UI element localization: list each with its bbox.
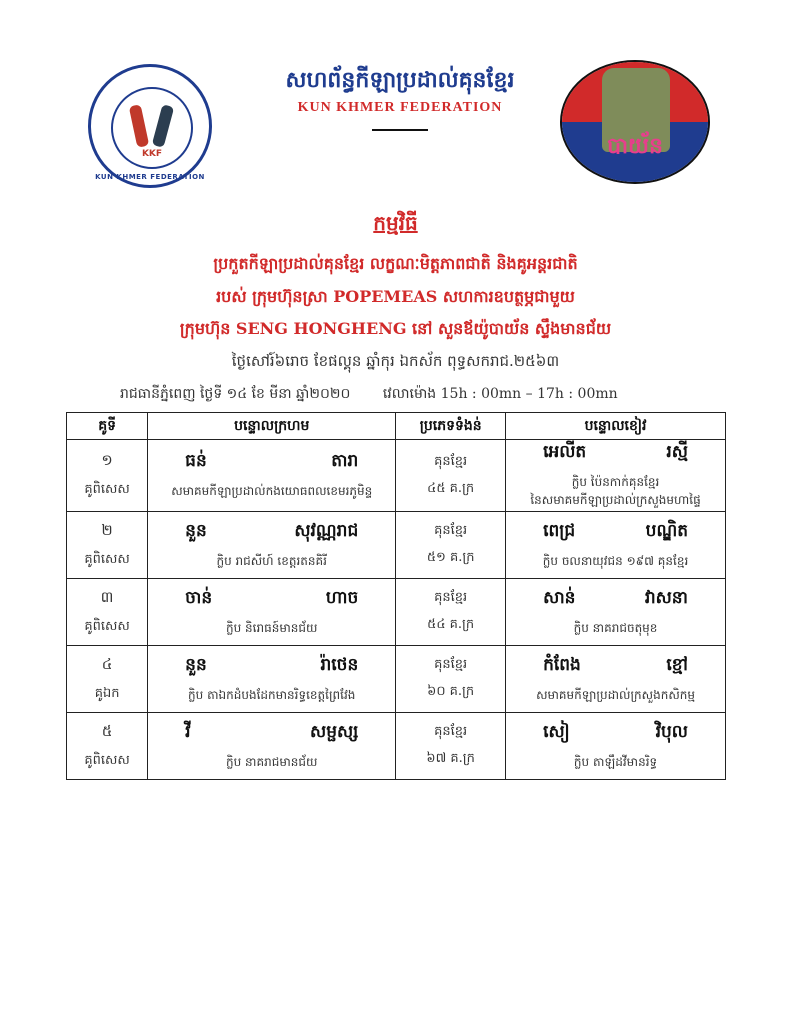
weight: ៦០ គ.ក្រ: [427, 684, 475, 699]
blue-cell: [506, 512, 726, 579]
table-row: [67, 713, 726, 780]
blue-first-name: កំពែង: [543, 654, 581, 675]
program-line-2: របស់ ក្រុមហ៊ុនស្រា POPEMEAS សហការឧបត្ថម្ភជាមួយ: [216, 287, 575, 306]
blue-club: ក្លិប ប៉ៃនកាក់គុនខ្មែរ: [571, 475, 660, 489]
bout-category: គូពិសេស: [84, 752, 130, 768]
bout-number: ១: [101, 451, 113, 469]
bout-category: គូពិសេស: [84, 482, 130, 497]
style: គុនខ្មែរ: [434, 590, 468, 605]
weight: ៦៧ គ.ក្រ: [426, 751, 475, 766]
style: គុនខ្មែរ: [434, 724, 468, 739]
red-cell: [148, 713, 396, 780]
style: គុនខ្មែរ: [434, 657, 468, 672]
blue-club: ក្លិប ចលនាយុវជន ១៩៧ គុនខ្មែរ: [542, 553, 689, 568]
blue-first-name: សាន់: [543, 587, 576, 608]
blue-first-name: ពេជ្រ: [543, 520, 576, 541]
fighter-red-icon: [129, 104, 149, 148]
blue-cell: [506, 579, 726, 646]
kkf-logo-ring-text: KUN KHMER FEDERATION: [95, 173, 205, 181]
style: គុនខ្មែរ: [434, 453, 468, 469]
federation-title-kh: សហព័ន្ធកីឡាប្រដាល់គុនខ្មែរ: [285, 67, 515, 93]
red-first-name: នួន: [185, 520, 207, 541]
red-club: ក្លិប រាជសីហ៍ ខេត្តរតនគិរី: [216, 553, 327, 568]
blue-last-name: វិបុល: [655, 721, 688, 742]
header-red-corner: បន្ទោលក្រហម: [148, 413, 396, 440]
bout-category: គូឯក: [94, 685, 120, 701]
table-row: [67, 579, 726, 646]
header-blue-corner: បន្ទោលខៀវ: [506, 413, 726, 440]
bout-cell: [67, 512, 148, 579]
bout-cell: [67, 440, 148, 512]
red-club: ក្លិប តាឯកដំបងដែកមានរិទ្ធខេត្តព្រៃវែង: [188, 687, 356, 702]
red-first-name: នួន: [185, 654, 207, 675]
red-first-name: វី: [185, 721, 191, 742]
blue-fighter-name: [507, 587, 724, 612]
red-fighter-name: [149, 450, 394, 475]
weight: ៥៤ គ.ក្រ: [427, 617, 475, 632]
bout-cell: [67, 579, 148, 646]
blue-fighter-name: [507, 654, 724, 679]
weight-cell: [396, 713, 506, 780]
blue-club: ក្លិប នាគរាជចតុមុខ: [573, 620, 658, 635]
weight: ៤៥ គ.ក្រ: [427, 480, 475, 496]
bout-cell: [67, 646, 148, 713]
red-fighter-name: [149, 587, 394, 612]
kkf-logo-inner-ring: [111, 87, 193, 169]
bout-number: ៣: [100, 587, 114, 606]
bout-table: [66, 412, 726, 780]
red-last-name: សុវណ្ណរាជ: [294, 520, 359, 541]
blue-fighter-name: [507, 441, 724, 466]
table-row: [67, 512, 726, 579]
blue-cell: [506, 440, 726, 512]
bout-number: ៥: [101, 721, 113, 740]
red-fighter-name: [149, 721, 394, 746]
blue-cell: [506, 713, 726, 780]
table-header-row: [67, 413, 726, 440]
red-cell: [148, 646, 396, 713]
weight-cell: [396, 440, 506, 512]
program-line-3: ក្រុមហ៊ុន SENG HONGHENG នៅ សួនឪយ៉ូបាយ័ន ស្ទឹងមានជ័យ: [179, 319, 612, 338]
header-divider: [372, 129, 428, 131]
weight: ៥១ គ.ក្រ: [426, 550, 475, 565]
blue-last-name: រស្មី: [666, 442, 688, 462]
time-range: វេលាម៉ោង 15h : 00mn – 17h : 00mn: [382, 386, 618, 402]
bayon-logo-text: បាយ័ន: [607, 134, 663, 159]
blue-first-name: សៀ: [543, 721, 570, 742]
federation-title-en: KUN KHMER FEDERATION: [297, 100, 503, 115]
red-last-name: សម្ផស្ស: [310, 721, 359, 742]
blue-club: ក្លិប តាឡឹដវីមានរិទ្ធ: [573, 754, 658, 769]
red-club: ក្លិប នាគរាជមានជ័យ: [226, 754, 318, 769]
date-lunar: ថ្ងៃសៅរ៍៦រោច ខែផល្គុន ឆ្នាំកុរ ឯកស័ក ពុទ្ធសករាជ.២៥៦៣: [231, 352, 560, 370]
bout-number: ២: [101, 520, 113, 539]
blue-club: សមាគមកីឡាប្រដាល់ក្រសួងកសិកម្ម: [536, 687, 695, 702]
red-last-name: តារា: [331, 451, 359, 471]
fighter-dark-icon: [152, 104, 174, 148]
date-solar-line: [120, 384, 740, 405]
red-last-name: ហាច: [325, 587, 359, 608]
weight-cell: [396, 646, 506, 713]
bout-category: គូពិសេស: [84, 618, 130, 634]
red-first-name: ធន់: [185, 451, 207, 471]
red-cell: [148, 512, 396, 579]
bout-category: គូពិសេស: [84, 551, 130, 567]
red-first-name: ចាន់: [185, 587, 213, 608]
bout-cell: [67, 713, 148, 780]
blue-fighter-name: [507, 721, 724, 746]
style: គុនខ្មែរ: [434, 523, 468, 538]
red-last-name: រ៉ាថេន: [320, 654, 359, 675]
program-title: កម្មវិធី: [373, 211, 418, 235]
red-cell: [148, 579, 396, 646]
blue-last-name: វាសនា: [644, 587, 688, 608]
blue-last-name: ខ្មៅ: [666, 654, 688, 675]
header-bout-number: គូទី: [67, 413, 148, 440]
blue-first-name: អេលីត: [543, 442, 587, 462]
weight-cell: [396, 512, 506, 579]
kkf-logo-text: KKF: [141, 149, 163, 159]
program-line-1: ប្រកួតកីឡាប្រដាល់គុនខ្មែរ លក្ខណៈមិត្តភាពជាតិ និងគូអន្តរជាតិ: [213, 254, 578, 273]
red-club: សមាគមកីឡាប្រដាល់កងយោធពលខេមរភូមិន្ទ: [171, 484, 373, 498]
table-row: [67, 646, 726, 713]
kkf-logo: [88, 64, 212, 188]
bayon-logo: [560, 60, 710, 184]
date-solar: រាជធានីភ្នំពេញ ថ្ងៃទី ១៤ ខែ មីនា ឆ្នាំ២០២០: [120, 386, 351, 402]
blue-club-line-2: នៃសមាគមកីឡាប្រដាល់ក្រសួងមហាផ្ទៃ: [530, 493, 701, 507]
red-cell: [148, 440, 396, 512]
red-fighter-name: [149, 520, 394, 545]
red-fighter-name: [149, 654, 394, 679]
weight-cell: [396, 579, 506, 646]
table-row: [67, 440, 726, 512]
red-club: ក្លិប និរោធន៍មានជ័យ: [226, 620, 318, 635]
bout-number: ៤: [101, 654, 113, 673]
blue-fighter-name: [507, 520, 724, 545]
blue-cell: [506, 646, 726, 713]
header-weight-class: ប្រភេទទំងន់: [396, 413, 506, 440]
blue-last-name: បណ្ឌិត: [645, 520, 688, 541]
